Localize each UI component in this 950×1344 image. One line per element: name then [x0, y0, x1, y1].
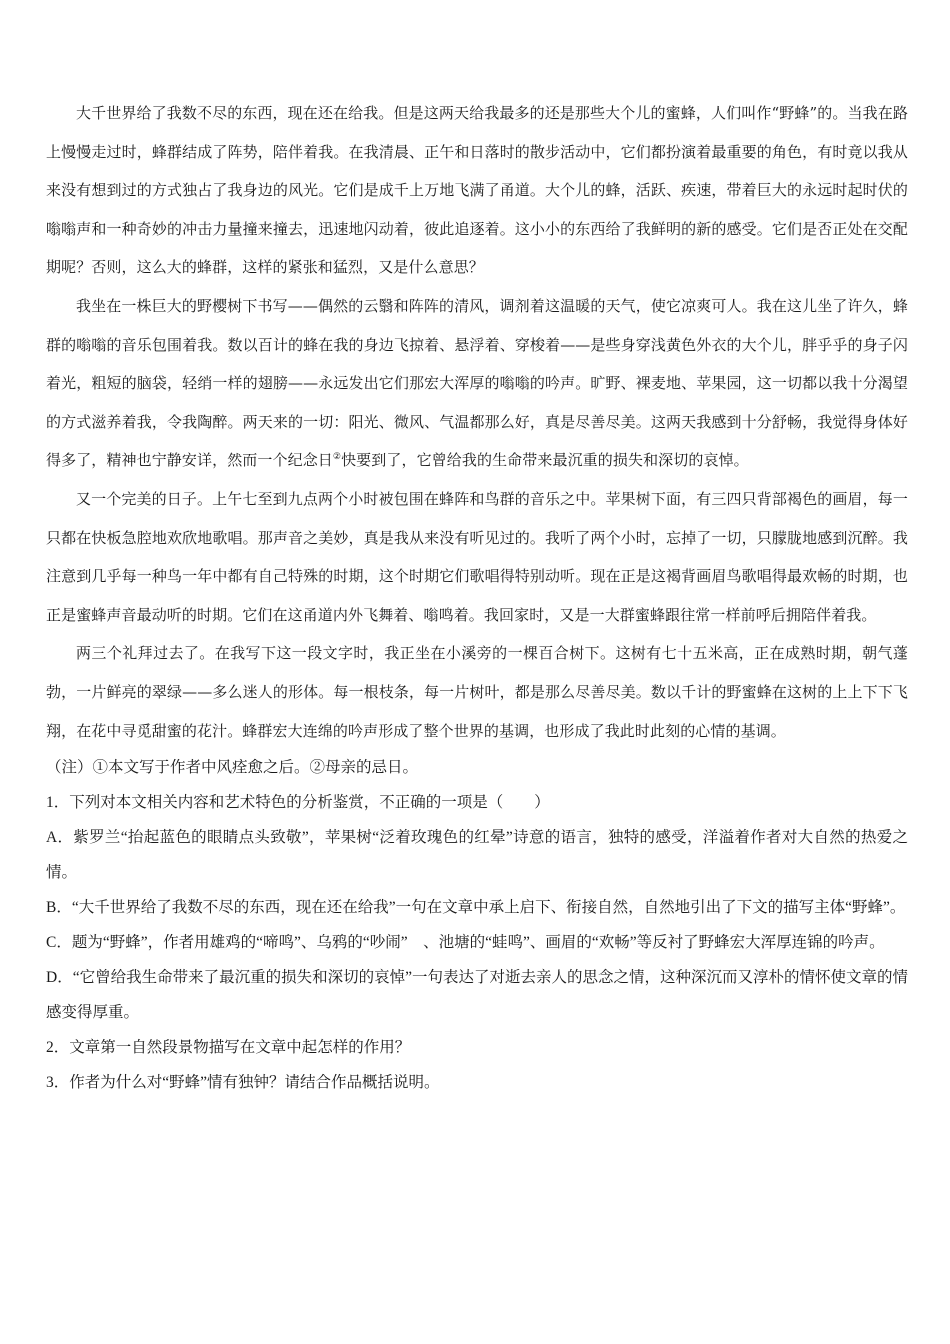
option-c: C．题为“野蜂”，作者用雄鸡的“啼鸣”、乌鸦的“吵闹” 、池塘的“蛙鸣”、画眉的“欢畅”等反衬了野蜂宏大浑厚连锦的吟声。: [46, 934, 885, 952]
paragraph-2-text-b: 快要到了，它曾给我的生命带来最沉重的损失和深切的哀悼。: [341, 451, 749, 470]
option-d: D．“它曾给我生命带来了最沉重的损失和深切的哀悼”一句表达了对逝去亲人的思念之情，这种深沉而又淳朴的情怀使文章的情感变得厚重。: [46, 969, 908, 1022]
footnote: （注）①本文写于作者中风痊愈之后。②母亲的忌日。: [46, 759, 419, 777]
passage-paragraph-1: 大千世界给了我数不尽的东西，现在还在给我。但是这两天给我最多的还是那些大个儿的蜜蜂，人们叫作“野蜂”的。当我在路上慢慢走过时，蜂群结成了阵势，陪伴着我。在我清晨、正午和日落时的散步活动中，它们都扮演着最重要的角色，有时竟以我从来没有想到过的方式独占了我身边的风光。它们是成千上万地飞满了甬道。大个儿的蜂，活跃、疾速，带着巨大的永远时起时伏的嗡嗡声和一种奇妙的冲击力量撞来撞去，迅速地闪动着，彼此追逐着。这小小的东西给了我鲜明的新的感受。它们是否正处在交配期呢？否则，这么大的蜂群，这样的紧张和猛烈，又是什么意思？: [46, 104, 908, 277]
passage-paragraph-2: [46, 287, 908, 480]
paragraph-2-text-a: 我坐在一株巨大的野樱树下书写——偶然的云翳和阵阵的清风，调剂着这温暖的天气，使它凉爽可人。我在这儿坐了许久，蜂群的嗡嗡的音乐包围着我。数以百计的蜂在我的身边飞掠着、悬浮着、穿梭着——是些身穿浅黄色外衣的大个儿，胖乎乎的身子闪着光，粗短的脑袋，轻绡一样的翅膀——永远发出它们那宏大浑厚的嗡嗡的吟声。旷野、裸麦地、苹果园，这一切都以我十分渴望的方式滋养着我，令我陶醉。两天来的一切：阳光、微风、气温都那么好，真是尽善尽美。这两天我感到十分舒畅，我觉得身体好得多了，精神也宁静安详，然而一个纪念日: [46, 296, 908, 470]
question-3: 3．作者为什么对“野蜂”情有独钟？请结合作品概括说明。: [46, 1074, 440, 1092]
option-b: B．“大千世界给了我数不尽的东西，现在还在给我”一句在文章中承上启下、衔接自然，自然地引出了下文的描写主体“野蜂”。: [46, 899, 906, 917]
passage-paragraph-4: 两三个礼拜过去了。在我写下这一段文字时，我正坐在小溪旁的一棵百合树下。这树有七十五米高，正在成熟时期，朝气蓬勃，一片鲜亮的翠绿——多么迷人的形体。每一根枝条，每一片树叶，都是那么尽善尽美。数以千计的野蜜蜂在这树的上上下下飞翔，在花中寻觅甜蜜的花汁。蜂群宏大连绵的吟声形成了整个世界的基调，也形成了我此时此刻的心情的基调。: [46, 644, 908, 740]
question-1: 1．下列对本文相关内容和艺术特色的分析鉴赏，不正确的一项是（ ）: [46, 794, 550, 812]
option-a: A．紫罗兰“抬起蓝色的眼睛点头致敬”，苹果树“泛着玫瑰色的红晕”诗意的语言，独特的感受，洋溢着作者对大自然的热爱之情。: [46, 829, 908, 882]
passage-paragraph-3: 又一个完美的日子。上午七至到九点两个小时被包围在蜂阵和鸟群的音乐之中。苹果树下面，有三四只背部褐色的画眉，每一只都在快板急腔地欢欣地歌唱。那声音之美妙，真是我从来没有听见过的。我听了两个小时，忘掉了一切，只朦胧地感到沉醉。我注意到几乎每一种鸟一年中都有自己特殊的时期，这个时期它们歌唱得特别动听。现在正是这褐背画眉鸟歌唱得最欢畅的时期，也正是蜜蜂声音最动听的时期。它们在这甬道内外飞舞着、嗡鸣着。我回家时，又是一大群蜜蜂跟往常一样前呼后拥陪伴着我。: [46, 489, 908, 624]
footnote-marker-2: ②: [332, 452, 342, 463]
question-2: 2．文章第一自然段景物描写在文章中起怎样的作用？: [46, 1039, 411, 1057]
document-page: [46, 94, 908, 1100]
